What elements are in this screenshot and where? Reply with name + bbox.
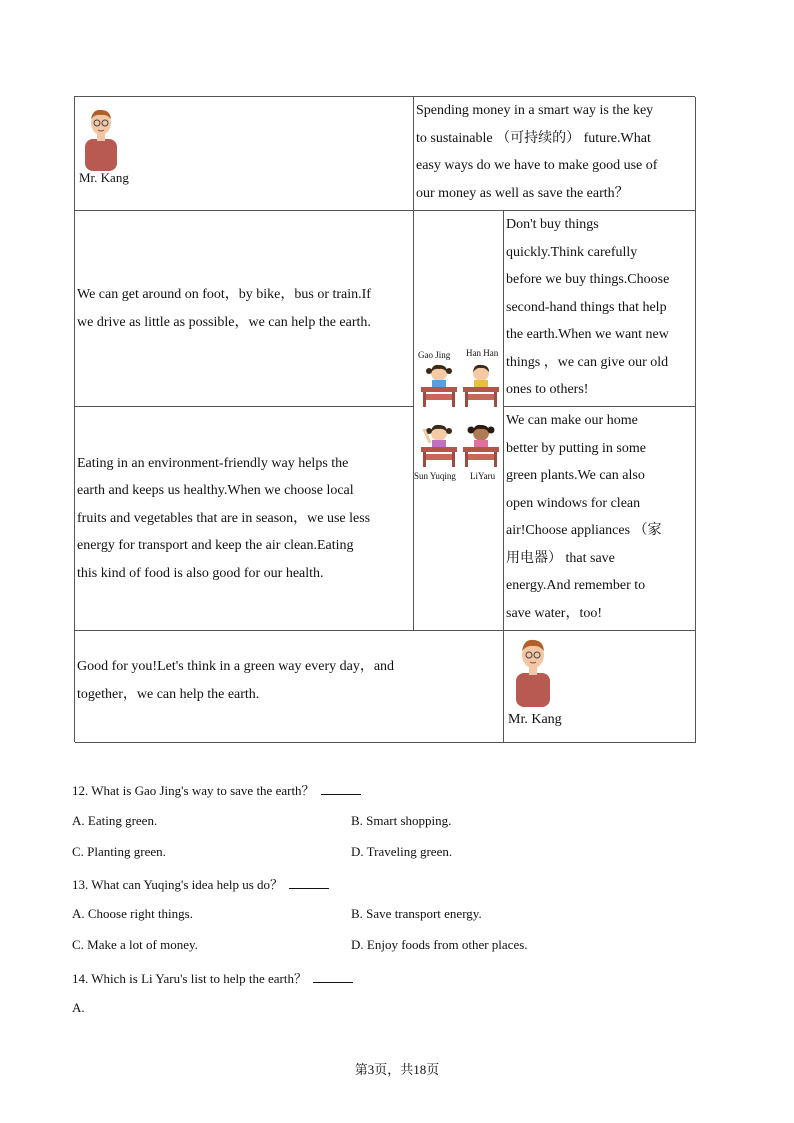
kid-label-gao: Gao Jing — [418, 350, 451, 360]
girl-sun-yuqing-illustration — [420, 421, 458, 469]
question-12 — [72, 780, 361, 799]
option-14-a[interactable]: A. — [72, 1000, 85, 1015]
option-12-d[interactable]: D. Traveling green. — [351, 844, 453, 859]
teacher-name-top: Mr. Kang — [79, 170, 129, 185]
text-line: ones to others! — [506, 382, 589, 397]
text-line: easy ways do we have to make good use of — [416, 158, 658, 173]
option-13-d[interactable]: D. Enjoy foods from other places. — [351, 937, 528, 952]
text-line: better by putting in some — [506, 440, 646, 456]
text-line: earth and keeps us healthy.When we choose local — [77, 483, 354, 499]
question-stem: 14. Which is Li Yaru's list to help the earth？ — [72, 971, 307, 986]
text-line: we drive as little as possible，we can help the earth. — [77, 314, 371, 330]
sun-yuqing-text — [75, 407, 414, 631]
page-footer: 第3页，共18页 — [354, 1062, 440, 1077]
text-line: before we buy things.Choose — [506, 272, 670, 287]
text-line: We can get around on foot，by bike，bus or train.If — [77, 287, 371, 302]
option-13-a[interactable]: A. Choose right things. — [72, 906, 193, 921]
text-line: our money as well as save the earth？ — [416, 185, 629, 201]
text-line: energy for transport and keep the air clean.Eating — [77, 538, 354, 554]
closing-text — [75, 631, 504, 743]
text-line: Spending money in a smart way is the key — [416, 103, 654, 118]
text-line: second-hand things that help — [506, 299, 667, 315]
text-line: together，we can help the earth. — [77, 686, 260, 702]
question-14 — [72, 968, 353, 987]
text-line: fruits and vegetables that are in season，we use less — [77, 510, 371, 526]
mr-kang-cell-bottom — [504, 631, 696, 743]
text-line: to sustainable （可持续的） future.What — [416, 130, 651, 146]
text-line: quickly.Think carefully — [506, 244, 638, 260]
mr-kang-cell-top — [75, 97, 414, 211]
intro-text — [414, 97, 696, 211]
text-line: air!Choose appliances （家 — [506, 523, 662, 538]
question-stem: 13. What can Yuqing's idea help us do？ — [72, 877, 284, 892]
answer-blank[interactable] — [313, 970, 353, 983]
girl-gao-jing-illustration — [420, 363, 458, 409]
answer-blank[interactable] — [289, 876, 329, 889]
reading-table — [74, 96, 695, 742]
text-line: Good for you!Let's think in a green way every day，and — [77, 659, 395, 674]
kid-label-li: LiYaru — [470, 471, 496, 481]
text-line: energy.And remember to — [506, 578, 646, 593]
text-line: save water，too! — [506, 605, 603, 621]
option-13-b[interactable]: B. Save transport energy. — [351, 906, 482, 921]
text-line: 用电器） that save — [506, 550, 615, 566]
text-line: this kind of food is also good for our health. — [77, 565, 324, 581]
text-line: the earth.When we want new — [506, 327, 669, 342]
text-line: green plants.We can also — [506, 468, 645, 483]
option-12-c[interactable]: C. Planting green. — [72, 844, 166, 859]
girl-li-yaru-illustration — [462, 421, 500, 469]
text-line: Don't buy things — [506, 217, 599, 232]
text-line: Eating in an environment-friendly way helps the — [77, 455, 349, 471]
text-line: things ，we can give our old — [506, 354, 669, 370]
option-12-b[interactable]: B. Smart shopping. — [351, 813, 452, 828]
students-illustration-cell — [414, 211, 504, 631]
teacher-name-bottom: Mr. Kang — [508, 712, 562, 727]
text-line: We can make our home — [506, 413, 638, 428]
question-13 — [72, 874, 329, 893]
li-yaru-text — [504, 407, 696, 631]
question-stem: 12. What is Gao Jing's way to save the earth？ — [72, 783, 315, 798]
boy-han-han-illustration — [462, 363, 500, 409]
teacher-illustration — [510, 635, 556, 707]
teacher-illustration — [79, 105, 123, 171]
option-12-a[interactable]: A. Eating green. — [72, 813, 158, 828]
option-13-c[interactable]: C. Make a lot of money. — [72, 937, 198, 952]
han-han-text — [504, 211, 696, 407]
text-line: open windows for clean — [506, 495, 641, 511]
gao-jing-text — [75, 211, 414, 407]
answer-blank[interactable] — [321, 782, 361, 795]
kid-label-sun: Sun Yuqing — [414, 471, 456, 481]
kid-label-han: Han Han — [466, 348, 499, 358]
